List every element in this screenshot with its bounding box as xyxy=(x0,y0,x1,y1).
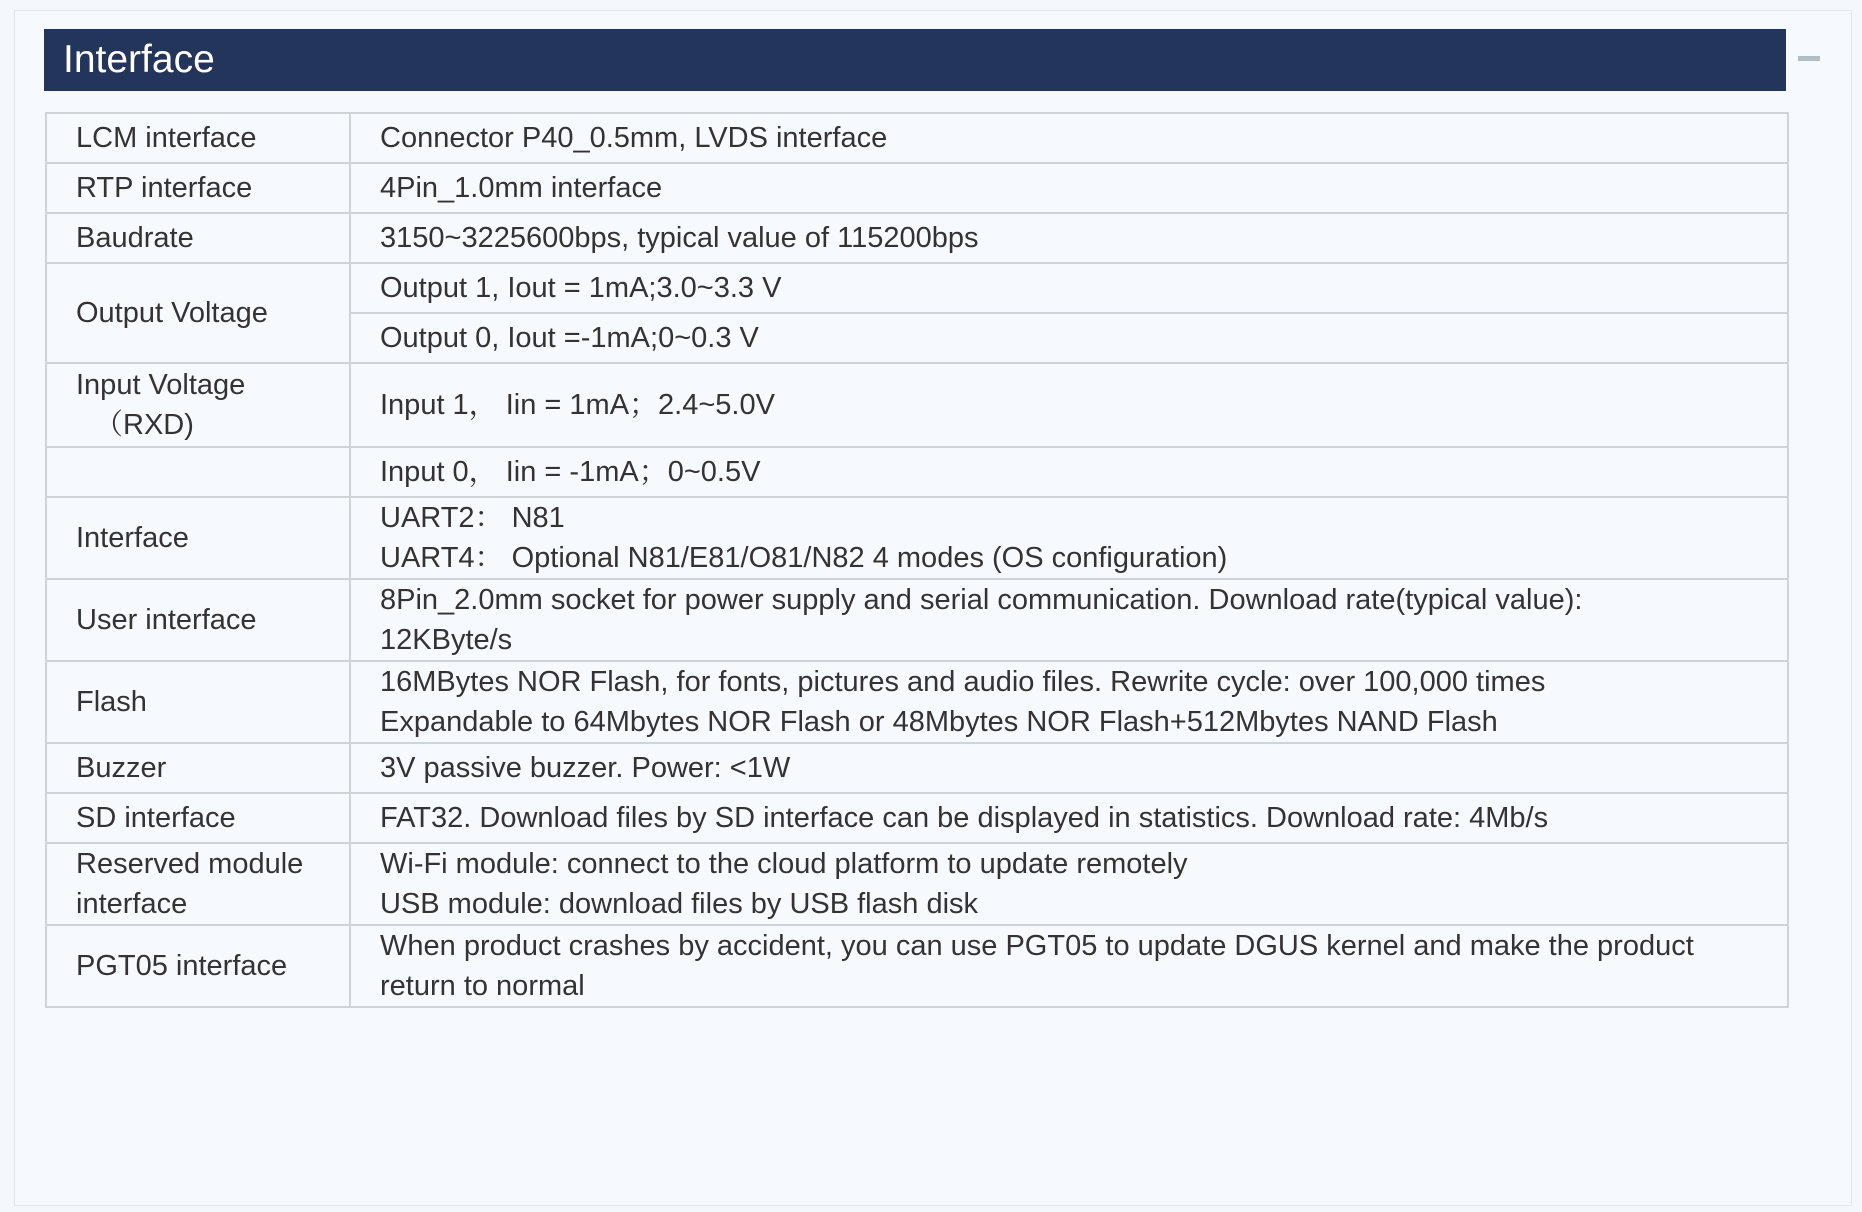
spec-table xyxy=(45,112,1789,1008)
spec-value: Output 0, Iout =-1mA;0~0.3 V xyxy=(350,313,1788,363)
spec-value-line: 16MBytes NOR Flash, for fonts, pictures and audio files. Rewrite cycle: over 100,000 times xyxy=(380,666,1546,698)
spec-label: User interface xyxy=(46,579,350,661)
spec-label xyxy=(46,363,350,447)
spec-label: Output Voltage xyxy=(46,263,350,363)
spec-label: Interface xyxy=(46,497,350,579)
table-row xyxy=(46,113,1788,163)
table-row xyxy=(46,363,1788,447)
spec-value-line: return to normal xyxy=(380,970,585,1002)
spec-label: Buzzer xyxy=(46,743,350,793)
table-row xyxy=(46,925,1788,1007)
spec-value: 4Pin_1.0mm interface xyxy=(350,163,1788,213)
spec-value xyxy=(350,843,1788,925)
table-row xyxy=(46,661,1788,743)
table-row xyxy=(46,163,1788,213)
spec-label: Baudrate xyxy=(46,213,350,263)
table-row xyxy=(46,213,1788,263)
section-title: Interface xyxy=(63,38,215,81)
spec-value xyxy=(350,661,1788,743)
spec-label-line: Reserved module xyxy=(76,848,304,880)
spec-label: PGT05 interface xyxy=(46,925,350,1007)
spec-value-line: UART2： N81 xyxy=(380,502,565,534)
spec-label-empty xyxy=(46,447,350,497)
table-row xyxy=(46,497,1788,579)
table-row xyxy=(46,447,1788,497)
collapse-minus-icon[interactable] xyxy=(1798,56,1820,61)
spec-label: RTP interface xyxy=(46,163,350,213)
table-row xyxy=(46,263,1788,313)
spec-value xyxy=(350,925,1788,1007)
spec-value: Input 1， Iin = 1mA；2.4~5.0V xyxy=(350,363,1788,447)
spec-label-line: interface xyxy=(76,888,188,920)
table-row xyxy=(46,793,1788,843)
spec-value: Input 0， Iin = -1mA；0~0.5V xyxy=(350,447,1788,497)
spec-value-line: Expandable to 64Mbytes NOR Flash or 48Mbytes NOR Flash+512Mbytes NAND Flash xyxy=(380,706,1498,738)
spec-value-line: When product crashes by accident, you can use PGT05 to update DGUS kernel and make the product xyxy=(380,930,1694,962)
table-row xyxy=(46,843,1788,925)
spec-label: LCM interface xyxy=(46,113,350,163)
spec-label xyxy=(46,843,350,925)
spec-label-line: Input Voltage xyxy=(76,369,246,401)
table-row xyxy=(46,579,1788,661)
section-header xyxy=(44,29,1786,91)
spec-value xyxy=(350,579,1788,661)
spec-value xyxy=(350,497,1788,579)
spec-value-line: 8Pin_2.0mm socket for power supply and serial communication. Download rate(typical value): xyxy=(380,584,1583,616)
spec-label-line: （RXD) xyxy=(94,409,194,441)
spec-label: SD interface xyxy=(46,793,350,843)
spec-value: 3150~3225600bps, typical value of 115200bps xyxy=(350,213,1788,263)
spec-value-line: USB module: download files by USB flash disk xyxy=(380,888,979,920)
spec-value-line: UART4： Optional N81/E81/O81/N82 4 modes (OS configuration) xyxy=(380,542,1228,574)
spec-label: Flash xyxy=(46,661,350,743)
table-row xyxy=(46,743,1788,793)
spec-value: Output 1, Iout = 1mA;3.0~3.3 V xyxy=(350,263,1788,313)
spec-value: 3V passive buzzer. Power: <1W xyxy=(350,743,1788,793)
spec-value: Connector P40_0.5mm, LVDS interface xyxy=(350,113,1788,163)
spec-value-line: 12KByte/s xyxy=(380,624,513,656)
spec-value-line: Wi-Fi module: connect to the cloud platform to update remotely xyxy=(380,848,1188,880)
spec-value: FAT32. Download files by SD interface can be displayed in statistics. Download rate: 4Mb/s xyxy=(350,793,1788,843)
